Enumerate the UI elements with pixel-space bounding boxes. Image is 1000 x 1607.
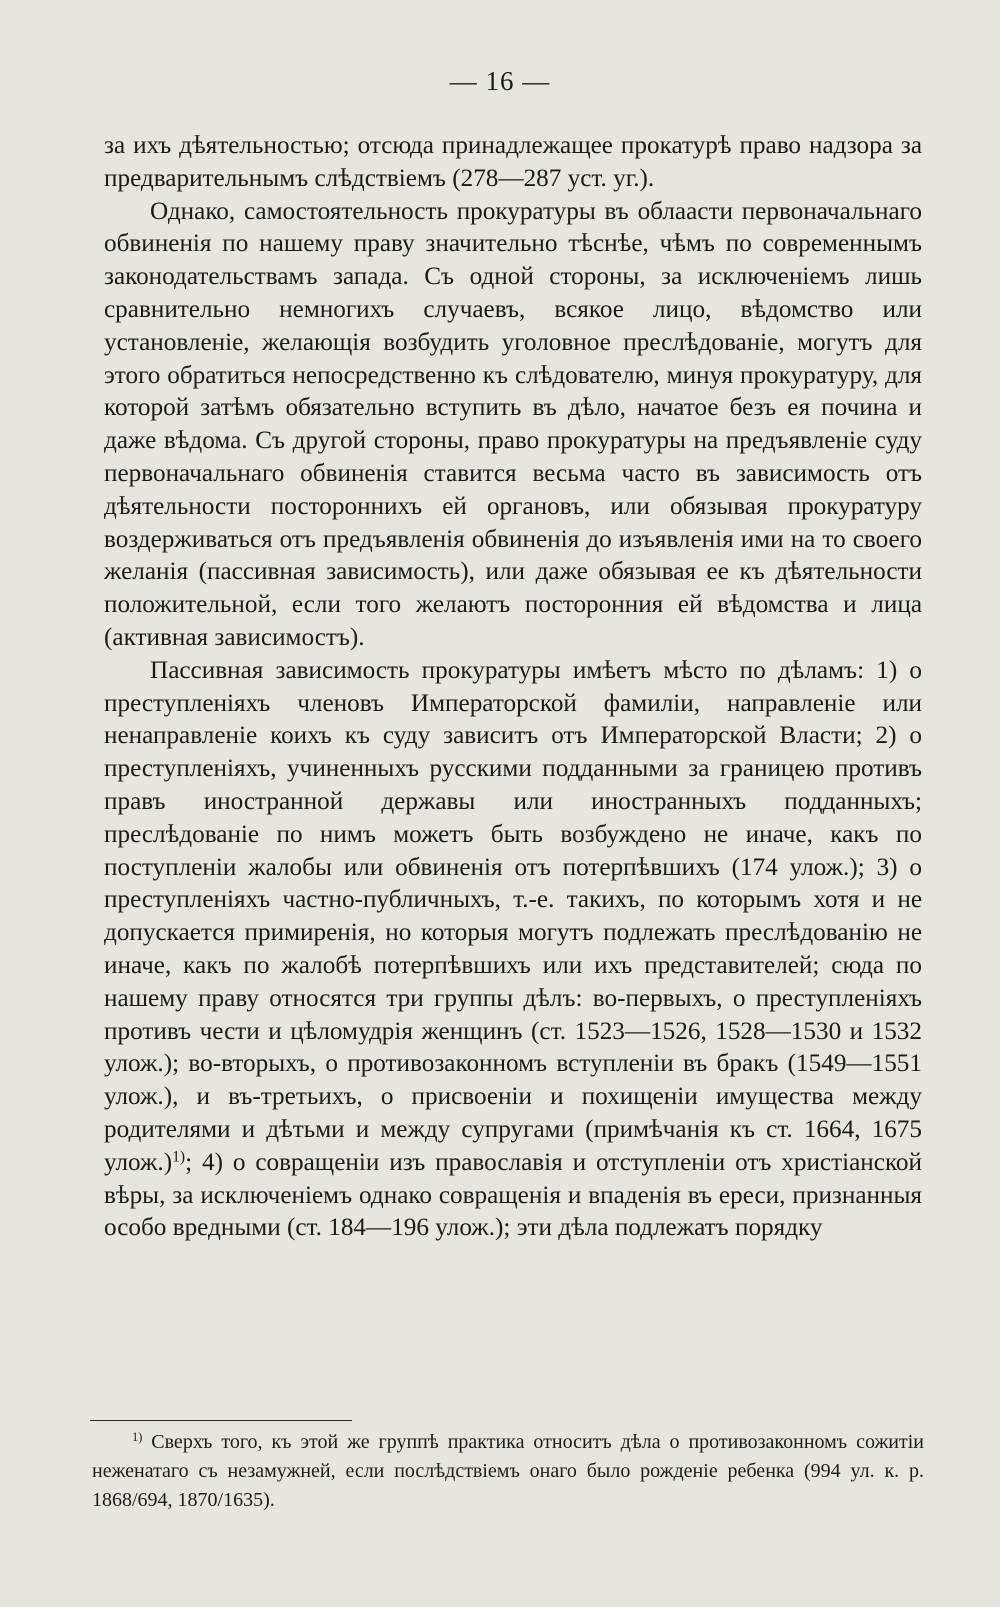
- page-number: — 16 —: [449, 66, 551, 96]
- paragraph-continuation: за ихъ дѣятельностью; отсюда принадлежащее прокатурѣ право надзора за предварительнымъ слѣдствіемъ (278—287 уст. уг.).: [104, 132, 922, 192]
- footnote-text: [92, 1428, 924, 1515]
- paragraph-passive-dependence-text: Пассивная зависимость прокуратуры имѣетъ мѣсто по дѣламъ: 1) о преступленіяхъ членовъ Императорской фамиліи, направленіе или ненаправленіе коихъ къ суду зависитъ отъ Императорской Власти; 2) о преступленіяхъ, учиненныхъ русскими подданными за границею противъ правъ иностранной державы или иностранныхъ подданныхъ; преслѣдованіе по нимъ можетъ быть возбуждено не иначе, какъ по поступленіи жалобы или обвиненія отъ потерпѣвшихъ (174 улож.); 3) о преступленіяхъ частно-публичныхъ, т.-е. такихъ, по которымъ хотя и не допускается примиренія, но которыя могутъ подлежать преслѣдованію не иначе, какъ по жалобѣ потерпѣвшихъ или ихъ представителей; сюда по нашему праву относятся три группы дѣлъ: во-первыхъ, о преступленіяхъ противъ чести и цѣломудрія женщинъ (ст. 1523—1526, 1528—1530 и 1532 улож.); во-вторыхъ, о противозаконномъ вступленіи въ бракъ (1549—1551 улож.), и въ-третьихъ, о присвоеніи и похищеніи имущества между родителями и дѣтьми и между супругами (примѣчанія къ ст. 1664, 1675 улож.): [104, 656, 922, 1176]
- footnote-body: Сверхъ того, къ этой же группѣ практика относитъ дѣла о противозаконномъ сожитіи неженатаго съ незамужней, если послѣдствіемъ онаго было рожденіе ребенка (994 ул. к. р. 1868/694, 1870/1635).: [92, 1431, 924, 1511]
- footnote-mark: 1): [132, 1430, 143, 1445]
- footnote: [92, 1428, 924, 1515]
- footnote-rule: [90, 1420, 352, 1421]
- main-text: [104, 130, 922, 1245]
- paragraph-passive-dependence: [104, 655, 922, 1245]
- footnote-reference: 1): [172, 1148, 186, 1166]
- paragraph-passive-dependence-tail: ; 4) о совращеніи изъ православія и отступленіи отъ христіанской вѣры, за исключеніемъ однако совращенія и впаденія въ ереси, признанныя особо вредными (ст. 184—196 улож.); эти дѣла подлежатъ порядку: [104, 1148, 922, 1242]
- paragraph-prosecution-independence: Однако, самостоятельность прокуратуры въ облаасти первоначальнаго обвиненія по нашему праву значительно тѣснѣе, чѣмъ по современнымъ законодательствамъ запада. Съ одной стороны, за исключеніемъ лишь сравнительно немногихъ случаевъ, всякое лицо, вѣдомство или установленіе, желающія возбудить уголовное преслѣдованіе, могутъ для этого обратиться непосредственно къ слѣдователю, минуя прокуратуру, для которой затѣмъ обязательно вступить въ дѣло, начатое безъ ея почина и даже вѣдома. Съ другой стороны, право прокуратуры на предъявленіе суду первоначальнаго обвиненія ставится весьма часто въ зависимость отъ дѣятельности постороннихъ ей органовъ, или обязывая прокуратуру воздерживаться отъ предъявленія обвиненія до изъявленія ими на то своего желанія (пассивная зависимость), или даже обязывая ее къ дѣятельности положительной, если того желаютъ посторонния ей вѣдомства и лица (активная зависимостъ).: [104, 197, 922, 651]
